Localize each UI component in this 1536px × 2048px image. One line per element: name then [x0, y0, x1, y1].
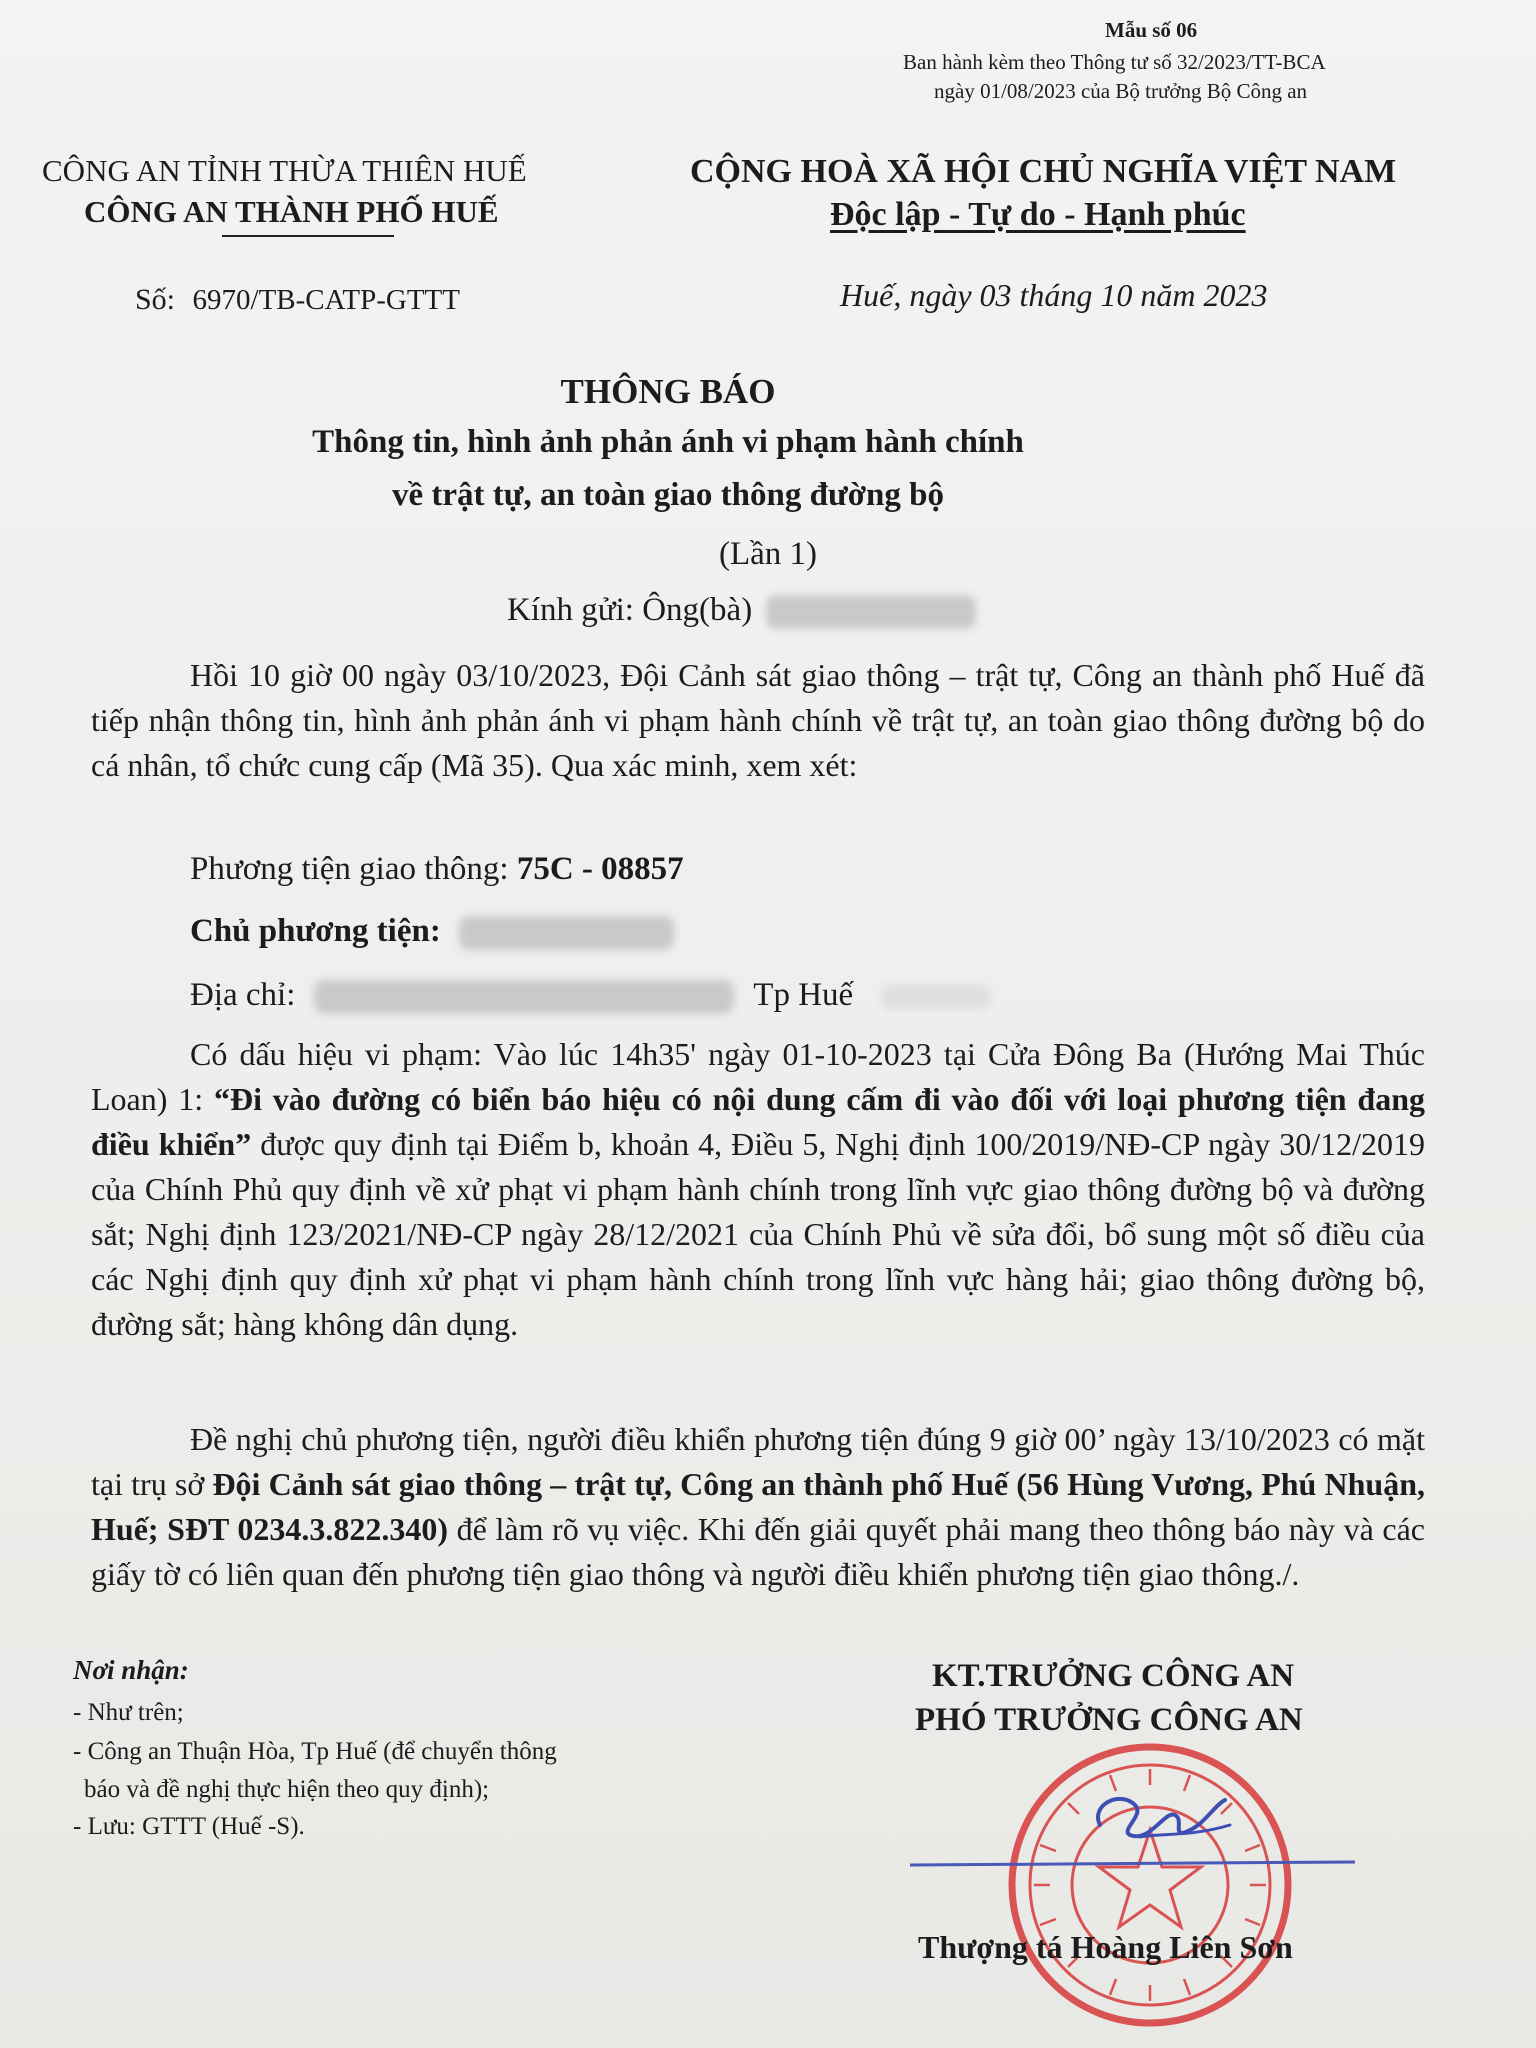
document-number-value: 6970/TB-CATP-GTTT [192, 284, 460, 316]
notice-round: (Lần 1) [718, 536, 818, 572]
signature-title-2: PHÓ TRƯỞNG CÔNG AN [915, 1702, 1303, 1738]
form-number: Mẫu số 06 [1105, 18, 1198, 42]
national-title: CỘNG HOÀ XÃ HỘI CHỦ NGHĨA VIỆT NAM [690, 153, 1397, 190]
signature-title-1: KT.TRƯỞNG CÔNG AN [932, 1658, 1295, 1694]
vehicle-label: Phương tiện giao thông: [190, 851, 509, 887]
document-title: THÔNG BÁO [560, 372, 776, 411]
recipients-heading: Nơi nhận: [73, 1655, 189, 1685]
violation-prefix: Có dấu hiệu vi phạm: Vào lúc 14h35' ngày 01-10-2023 tại Cửa Đông Ba (Hướng Mai Thúc Loan) 1: [91, 1036, 1425, 1117]
signer-name: Thượng tá Hoàng Liên Sơn [918, 1929, 1293, 1965]
redacted-owner [459, 916, 674, 950]
request-suffix: để làm rõ vụ việc. Khi đến giải quyết phải mang theo thông báo này và các giấy tờ có liên quan đến phương tiện giao thông và người điều khiển phương tiện giao thông./. [91, 1511, 1426, 1592]
address-row [190, 977, 991, 1014]
faded-text [881, 984, 991, 1010]
parent-organization: CÔNG AN TỈNH THỪA THIÊN HUẾ [42, 153, 527, 188]
owner-label: Chủ phương tiện: [190, 913, 441, 949]
document-subtitle-1: Thông tin, hình ảnh phản ánh vi phạm hành chính [312, 424, 1024, 460]
addressee-line [507, 592, 976, 629]
request-paragraph [91, 1417, 1425, 1597]
redacted-name [766, 595, 976, 629]
handwritten-signature [1080, 1775, 1240, 1855]
intro-text: Hồi 10 giờ 00 ngày 03/10/2023, Đội Cảnh sát giao thông – trật tự, Công an thành phố Huế đã tiếp nhận thông tin, hình ảnh phản ánh vi phạm hành chính về trật tự, an toàn giao thông đường bộ do cá nhân, tổ chức cung cấp (Mã 35). Qua xác minh, xem xét: [91, 657, 1425, 783]
document-subtitle-2: về trật tự, an toàn giao thông đường bộ [391, 477, 944, 513]
violation-description: “Đi vào đường có biển báo hiệu có nội dung cấm đi vào đối với loại phương tiện đang điều khiển” [91, 1081, 1426, 1162]
intro-paragraph [91, 653, 1425, 788]
issuing-organization: CÔNG AN THÀNH PHỐ HUẾ [84, 194, 499, 229]
document-number [135, 283, 460, 317]
request-prefix: Đề nghị chủ phương tiện, người điều khiển phương tiện đúng 9 giờ 00’ ngày 13/10/2023 có mặt tại trụ sở [91, 1421, 1425, 1502]
request-location: Đội Cảnh sát giao thông – trật tự, Công an thành phố Huế (56 Hùng Vương, Phú Nhuận, Huế; SĐT 0234.3.822.340) [91, 1466, 1426, 1547]
license-plate: 75C - 08857 [516, 851, 684, 887]
address-city: Tp Huế [753, 977, 854, 1013]
organization-underline [222, 235, 394, 237]
address-label: Địa chỉ: [190, 977, 296, 1013]
document-number-label: Số: [135, 283, 176, 316]
recipient-item: báo và đề nghị thực hiện theo quy định); [84, 1776, 490, 1803]
form-regulation-line2: ngày 01/08/2023 của Bộ trưởng Bộ Công an [934, 79, 1308, 103]
recipient-item: - Như trên; [73, 1699, 184, 1726]
violation-legal-basis: được quy định tại Điểm b, khoản 4, Điều 5, Nghị định 100/2019/NĐ-CP ngày 30/12/2019 của Chính Phủ quy định về xử phạt vi phạm hành chính trong lĩnh vực giao thông đường bộ và đường sắt; Nghị định 123/2021/NĐ-CP ngày 28/12/2021 của Chính Phủ về sửa đổi, bổ sung một số điều của các Nghị định quy định xử phạt vi phạm hành chính trong lĩnh vực hàng hải; giao thông đường bộ, đường sắt; hàng không dân dụng. [91, 1126, 1425, 1342]
national-motto: Độc lập - Tự do - Hạnh phúc [830, 196, 1246, 233]
redacted-address [314, 980, 734, 1014]
recipient-item: - Công an Thuận Hòa, Tp Huế (để chuyển thông [73, 1738, 557, 1765]
recipient-item: - Lưu: GTTT (Huế -S). [73, 1813, 305, 1840]
owner-row [190, 913, 674, 950]
violation-paragraph [91, 1032, 1425, 1347]
form-regulation-line1: Ban hành kèm theo Thông tư số 32/2023/TT-BCA [903, 50, 1326, 74]
vehicle-row [190, 851, 684, 888]
addressee-label: Kính gửi: Ông(bà) [507, 592, 753, 628]
place-date: Huế, ngày 03 tháng 10 năm 2023 [840, 277, 1268, 313]
